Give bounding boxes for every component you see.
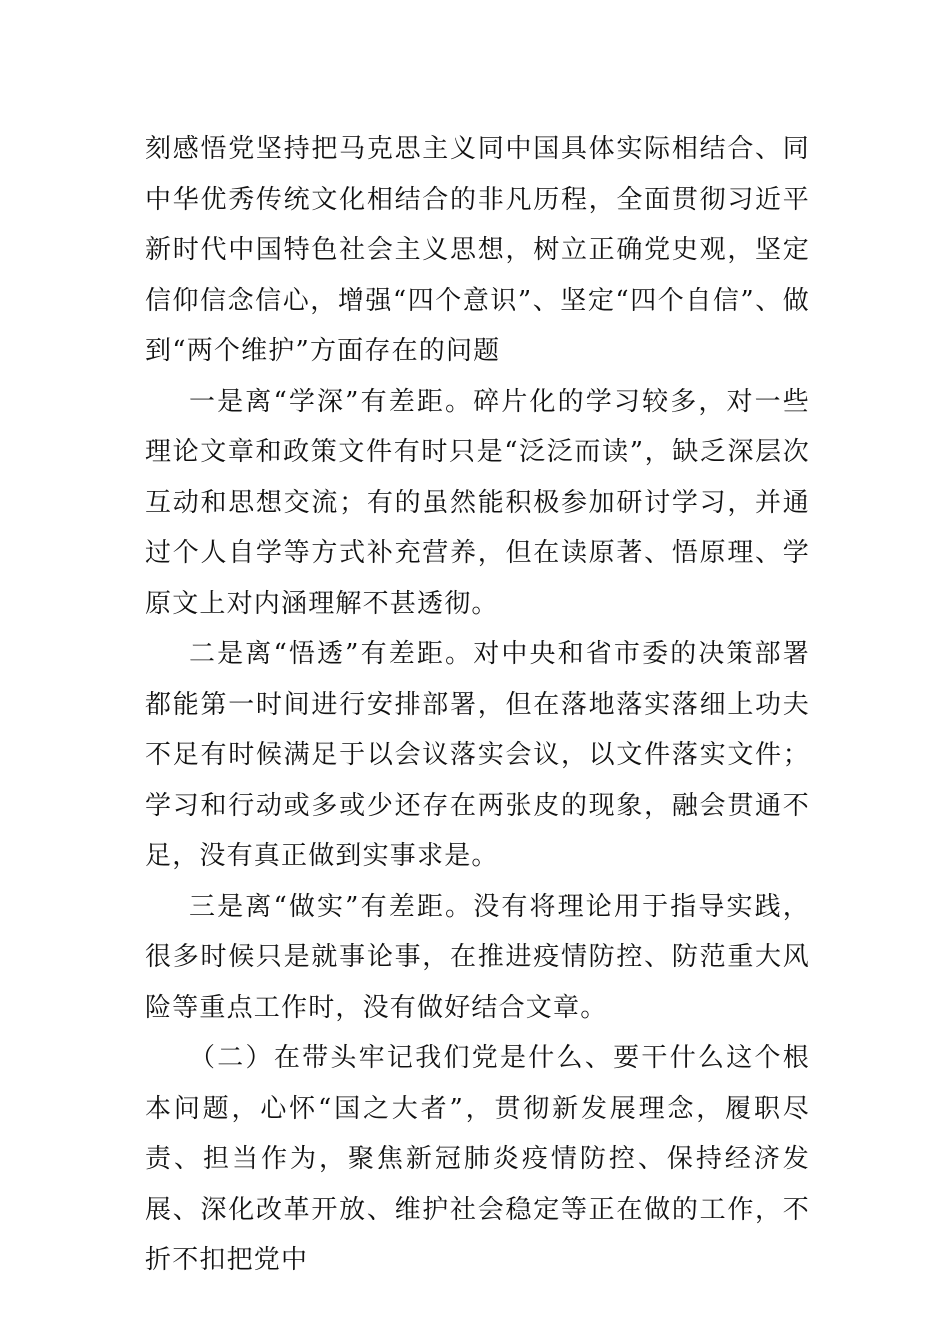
document-body bbox=[145, 124, 810, 1286]
paragraph-understand-thorough: 二是离“悟透”有差距。对中央和省市委的决策部署都能第一时间进行安排部署，但在落地落实落细上功夫不足有时候满足于以会议落实会议，以文件落实文件；学习和行动或多或少还存在两张皮的现象，融会贯通不足，没有真正做到实事求是。 bbox=[145, 639, 810, 871]
paragraph-do-solid: 三是离“做实”有差距。没有将理论用于指导实践，很多时候只是就事论事，在推进疫情防控、防范重大风险等重点工作时，没有做好结合文章。 bbox=[145, 891, 810, 1023]
paragraph-section-two: （二）在带头牢记我们党是什么、要干什么这个根本问题，心怀“国之大者”，贯彻新发展理念，履职尽责、担当作为，聚焦新冠肺炎疫情防控、保持经济发展、深化改革开放、维护社会稳定等正在做的工作，不折不扣把党中 bbox=[145, 1043, 810, 1275]
paragraph-continuation: 刻感悟党坚持把马克思主义同中国具体实际相结合、同中华优秀传统文化相结合的非凡历程，全面贯彻习近平新时代中国特色社会主义思想，树立正确党史观，坚定信仰信念信心，增强“四个意识”、坚定“四个自信”、做到“两个维护”方面存在的问题 bbox=[145, 134, 810, 366]
paragraph-study-deep: 一是离“学深”有差距。碎片化的学习较多，对一些理论文章和政策文件有时只是“泛泛而读”，缺乏深层次互动和思想交流；有的虽然能积极参加研讨学习，并通过个人自学等方式补充营养，但在读原著、悟原理、学原文上对内涵理解不甚透彻。 bbox=[145, 386, 810, 619]
